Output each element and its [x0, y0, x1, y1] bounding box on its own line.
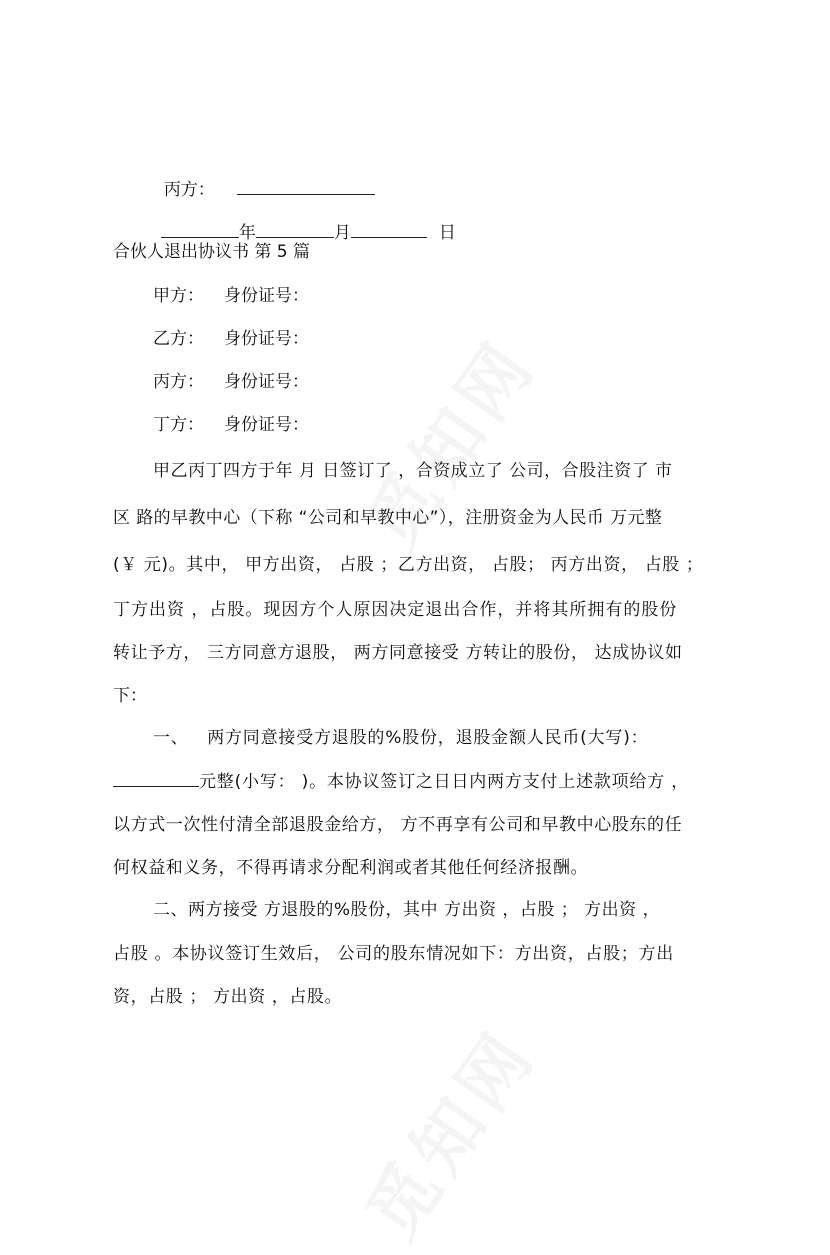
paragraph-line: 区 路的早教中心（下称 “公司和早教中心”），注册资金为人民币 万元整	[113, 508, 663, 528]
id-label: 身份证号：	[224, 415, 309, 435]
party-row	[153, 327, 309, 351]
party-label: 甲方：	[153, 286, 204, 306]
party-row	[153, 370, 309, 394]
signature-party-c	[153, 154, 375, 202]
paragraph-line: 下：	[113, 686, 147, 706]
day-blank	[351, 221, 427, 238]
clause-line: 资，占股 ； 方出资 ，占股。	[113, 987, 343, 1007]
paragraph-line: 甲乙丙丁四方于年 月 日签订了 ，合资成立了 公司，合股注资了 市	[153, 461, 673, 481]
party-row	[153, 284, 309, 308]
id-label: 身份证号：	[224, 372, 309, 392]
party-label: 乙方：	[153, 329, 204, 349]
signature-party-c-label: 丙方：	[163, 180, 215, 200]
signature-blank	[237, 178, 375, 195]
party-label: 丁方：	[153, 415, 204, 435]
clause-line	[113, 770, 689, 794]
paragraph-line: 转让予方， 三方同意方退股， 两方同意接受 方转让的股份， 达成协议如	[113, 643, 683, 663]
clause-line: 占股 。本协议签订生效后， 公司的股东情况如下：方出资，占股；方出	[113, 944, 674, 964]
party-label: 丙方：	[153, 372, 204, 392]
section-heading: 合伙人退出协议书 第 5 篇	[113, 242, 311, 262]
clause-line: 二、两方接受 方退股的%股份，其中 方出资 ，占股 ； 方出资 ，	[153, 900, 661, 920]
amount-blank	[113, 770, 199, 787]
month-label: 月	[333, 223, 351, 243]
id-label: 身份证号：	[224, 286, 309, 306]
id-label: 身份证号：	[224, 329, 309, 349]
clause-text: 元整(小写： )。本协议签订之日日内两方支付上述款项给方 ，	[199, 772, 690, 792]
clause-line: 一、 两方同意接受方退股的%股份，退股金额人民币(大写)：	[153, 728, 649, 748]
paragraph-line: (￥ 元)。其中， 甲方出资， 占股 ；乙方出资， 占股； 丙方出资， 占股 ；	[113, 555, 704, 575]
paragraph-line: 丁方出资 ，占股。现因方个人原因决定退出合作，并将其所拥有的股份	[113, 600, 678, 620]
month-blank	[256, 221, 334, 238]
clause-line: 以方式一次性付清全部退股金给方， 方不再享有公司和早教中心股东的任	[113, 815, 683, 835]
year-label: 年	[238, 223, 256, 243]
signature-date	[150, 197, 456, 245]
clause-line: 何权益和义务，不得再请求分配利润或者其他任何经济报酬。	[113, 858, 589, 878]
watermark	[339, 1006, 556, 1255]
party-row	[153, 413, 309, 437]
year-blank	[161, 221, 239, 238]
day-label: 日	[438, 223, 456, 243]
